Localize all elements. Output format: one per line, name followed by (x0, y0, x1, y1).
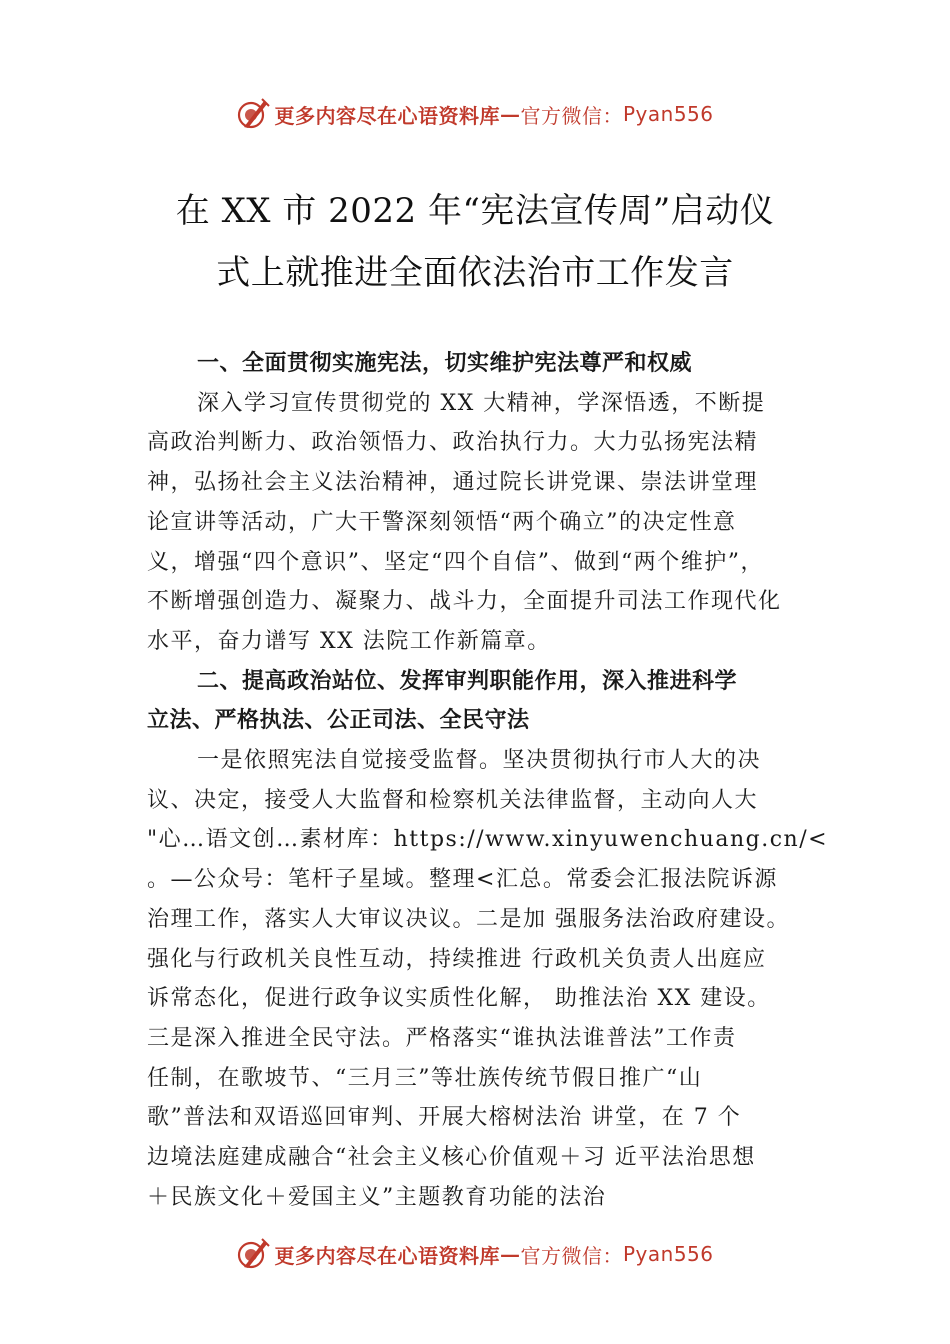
banner-wechat-id: Pyan556 (622, 102, 714, 126)
paragraph-line: 论宣讲等活动，广大干警深刻领悟“两个确立”的决定性意 (147, 509, 737, 535)
banner-main-text: 更多内容尽在心语资料库 (274, 1243, 500, 1268)
document-title (0, 180, 950, 304)
paragraph-line: 歌”普法和双语巡回审判、开展大榕树法治 讲堂，在 7 个 (147, 1105, 742, 1131)
title-line-2: 式上就推进全面依法治市工作发言 (216, 253, 734, 293)
section-heading-line: 二、提高政治站位、发挥审判职能作用，深入推进科学 (197, 668, 738, 694)
document-body (147, 344, 827, 1217)
banner-main-text: 更多内容尽在心语资料库 (274, 103, 500, 128)
banner-dash: — (499, 102, 521, 126)
paragraph-line: 强化与行政机关良性互动，持续推进 行政机关负责人出庭应 (147, 946, 767, 972)
paragraph-line: 一是依照宪法自觉接受监督。坚决贯彻执行市人大的决 (197, 748, 762, 774)
paragraph-line: 深入学习宣传贯彻党的 XX 大精神，学深悟透，不断提 (197, 390, 766, 416)
banner-label: 官方微信： (520, 103, 623, 128)
paragraph-line: 高政治判断力、政治领悟力、政治执行力。大力弘扬宪法精 (147, 430, 759, 456)
banner-dash: — (499, 1242, 521, 1266)
paragraph-line: 任制，在歌坡节、“三月三”等壮族传统节假日推广“山 (147, 1065, 703, 1091)
paragraph-line: 诉常态化，促进行政争议实质性化解， 助推法治 XX 建设。 (147, 986, 771, 1012)
paragraph-line: 。—公众号：笔杆子星域。整理<汇总。常委会汇报法院诉源 (147, 867, 778, 893)
paragraph-line: 不断增强创造力、凝聚力、战斗力，全面提升司法工作现代化 (147, 589, 782, 615)
section-heading-line: 一、全面贯彻实施宪法，切实维护宪法尊严和权威 (197, 351, 693, 376)
paragraph-line: 边境法庭建成融合“社会主义核心价值观＋习 近平法治思想 (147, 1145, 756, 1171)
paragraph-line: 义，增强“四个意识”、坚定“四个自信”、做到“两个维护”， (147, 549, 764, 575)
section-heading-line: 立法、严格执法、公正司法、全民守法 (147, 708, 530, 734)
paragraph-line: ＋民族文化＋爱国主义”主题教育功能的法治 (147, 1184, 607, 1210)
paragraph-line: 神，弘扬社会主义法治精神，通过院长讲党课、崇法讲堂理 (147, 470, 759, 496)
footer-watermark-banner (0, 1234, 950, 1274)
banner-wechat-id: Pyan556 (622, 1242, 714, 1266)
paragraph-line: "心…语文创…素材库：https://www.xinyuwenchuang.cn/< (147, 827, 829, 853)
title-line-1: 在 XX 市 2022 年“宪法宣传周”启动仪 (175, 191, 775, 231)
header-watermark-banner (0, 94, 950, 134)
paragraph-line: 治理工作，落实人大审议决议。二是加 强服务法治政府建设。 (147, 906, 790, 932)
banner-label: 官方微信： (520, 1243, 623, 1268)
paragraph-line: 三是深入推进全民守法。严格落实“谁执法谁普法”工作责 (147, 1025, 737, 1051)
quill-logo-icon (236, 1237, 270, 1271)
quill-logo-icon (236, 97, 270, 131)
paragraph-line: 议、决定，接受人大监督和检察机关法律监督，主动向人大 (147, 787, 759, 813)
paragraph-line: 水平，奋力谱写 XX 法院工作新篇章。 (147, 628, 551, 654)
